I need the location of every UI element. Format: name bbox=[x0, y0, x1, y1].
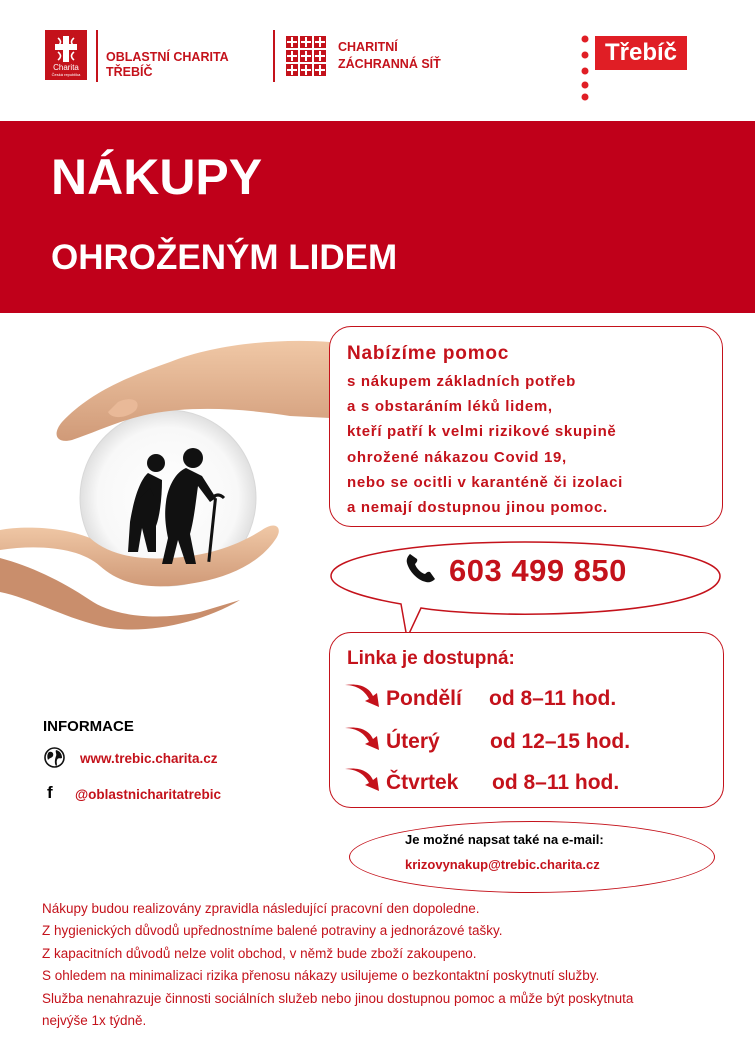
offer-line: nebo se ocitli v karanténě či izolaci bbox=[347, 473, 623, 491]
phone-number-link[interactable]: 603 499 850 bbox=[449, 553, 627, 588]
offer-title: Nabízíme pomoc bbox=[347, 343, 510, 364]
email-label: Je možné napsat také na e-mail: bbox=[405, 832, 604, 847]
notes bbox=[42, 898, 742, 1032]
note-line: Služba nenahrazuje činnosti sociálních služeb nebo jinou dostupnou pomoc a může být poskytnuta bbox=[42, 990, 634, 1006]
info-heading: INFORMACE bbox=[43, 718, 134, 735]
availability-row bbox=[343, 771, 723, 801]
org-name-line1: OBLASTNÍ CHARITA bbox=[106, 50, 229, 64]
note-line: Z hygienických důvodů upřednostníme balené potraviny a jednorázové tašky. bbox=[42, 923, 503, 939]
note-line: Nákupy budou realizovány zpravidla následující pracovní den dopoledne. bbox=[42, 901, 480, 916]
czs-name-line2: ZÁCHRANNÁ SÍŤ bbox=[338, 57, 441, 71]
header-divider bbox=[273, 30, 275, 82]
availability-time: od 12–15 hod. bbox=[490, 730, 631, 753]
curved-arrow-icon bbox=[343, 724, 383, 754]
org-name bbox=[106, 50, 229, 80]
availability-day: Čtvrtek bbox=[386, 771, 459, 794]
org-name-line2: TŘEBÍČ bbox=[106, 65, 153, 79]
availability-day: Úterý bbox=[386, 730, 440, 753]
facebook-icon: f bbox=[47, 783, 53, 802]
note-line: nejvýše 1x týdně. bbox=[42, 1013, 147, 1029]
charitni-zachranna-sit-logo-icon bbox=[285, 35, 327, 77]
availability-day: Pondělí bbox=[386, 687, 462, 710]
availability-row bbox=[343, 687, 723, 717]
availability-time: od 8–11 hod. bbox=[489, 687, 617, 710]
offer-line: ohrožené nákazou Covid 19, bbox=[347, 448, 567, 466]
curved-arrow-icon bbox=[343, 765, 383, 795]
offer-line: s nákupem základních potřeb bbox=[347, 373, 576, 390]
trebic-logo-dots-icon bbox=[578, 33, 592, 103]
offer-line: kteří patří k velmi rizikové skupině bbox=[347, 423, 617, 441]
phone-icon bbox=[404, 551, 438, 585]
czs-name-line1: CHARITNÍ bbox=[338, 40, 398, 54]
note-line: S ohledem na minimalizaci rizika přenosu nákazy usilujeme o bezkontaktní poskytnutí služby. bbox=[42, 968, 600, 984]
availability-time: od 8–11 hod. bbox=[492, 771, 620, 794]
charita-cross-icon bbox=[55, 36, 77, 62]
availability-title: Linka je dostupná: bbox=[347, 648, 515, 669]
availability-row bbox=[343, 730, 723, 760]
website-link[interactable]: www.trebic.charita.cz bbox=[80, 751, 218, 766]
email-link[interactable]: krizovynakup@trebic.charita.cz bbox=[405, 857, 600, 872]
offer-line: a nemají dostupnou jinou pomoc. bbox=[347, 499, 608, 517]
trebic-city-logo: Třebíč bbox=[595, 36, 687, 70]
page-subtitle: OHROŽENÝM LIDEM bbox=[51, 238, 398, 277]
charita-logo-caption: Charita bbox=[53, 63, 79, 72]
globe-icon bbox=[44, 747, 65, 768]
czs-name bbox=[338, 39, 441, 73]
page-title: NÁKUPY bbox=[51, 149, 263, 205]
charita-logo-subcaption: Česká republika bbox=[51, 72, 81, 77]
offer-text bbox=[347, 369, 623, 520]
facebook-link[interactable]: @oblastnicharitatrebic bbox=[75, 787, 221, 802]
curved-arrow-icon bbox=[343, 681, 383, 711]
charita-logo bbox=[45, 30, 87, 80]
note-line: Z kapacitních důvodů nelze volit obchod, v němž bude zboží zakoupeno. bbox=[42, 945, 477, 961]
hands-elderly-couple-illustration bbox=[0, 330, 330, 650]
offer-line: a s obstaráním léků lidem, bbox=[347, 398, 553, 416]
header-divider bbox=[96, 30, 98, 82]
